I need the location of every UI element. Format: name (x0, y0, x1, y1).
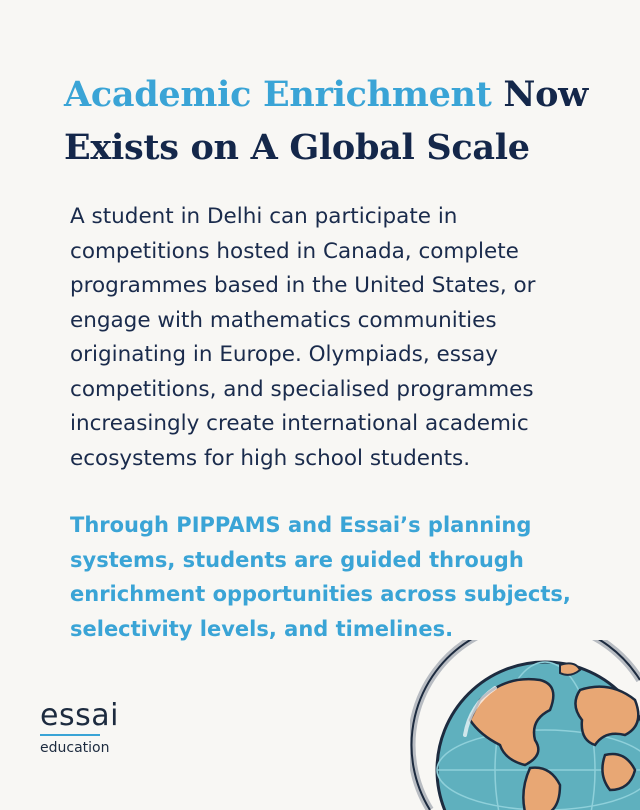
body-paragraph: A student in Delhi can participate in competitions hosted in Canada, complete programmes based in the United States, or engage with mathematics communities originating in Europe. Olympiads, essay competitions, and specialised programmes increasingly create international academic ecosystems for high school students. (70, 204, 536, 471)
brand-logo (40, 698, 119, 756)
logo-subtitle: education (40, 740, 110, 756)
title-accent: Academic Enrichment (64, 74, 492, 115)
title-rest: Now Exists on A Global Scale (64, 74, 588, 168)
logo-divider (40, 734, 100, 736)
callout-paragraph: Through PIPPAMS and Essai’s planning systems, students are guided through enrichment opportunities across subjects, selectivity levels, and timelines. (70, 513, 571, 641)
page-title (64, 68, 604, 174)
globe-icon (410, 640, 640, 810)
logo-wordmark: essai (40, 698, 119, 733)
